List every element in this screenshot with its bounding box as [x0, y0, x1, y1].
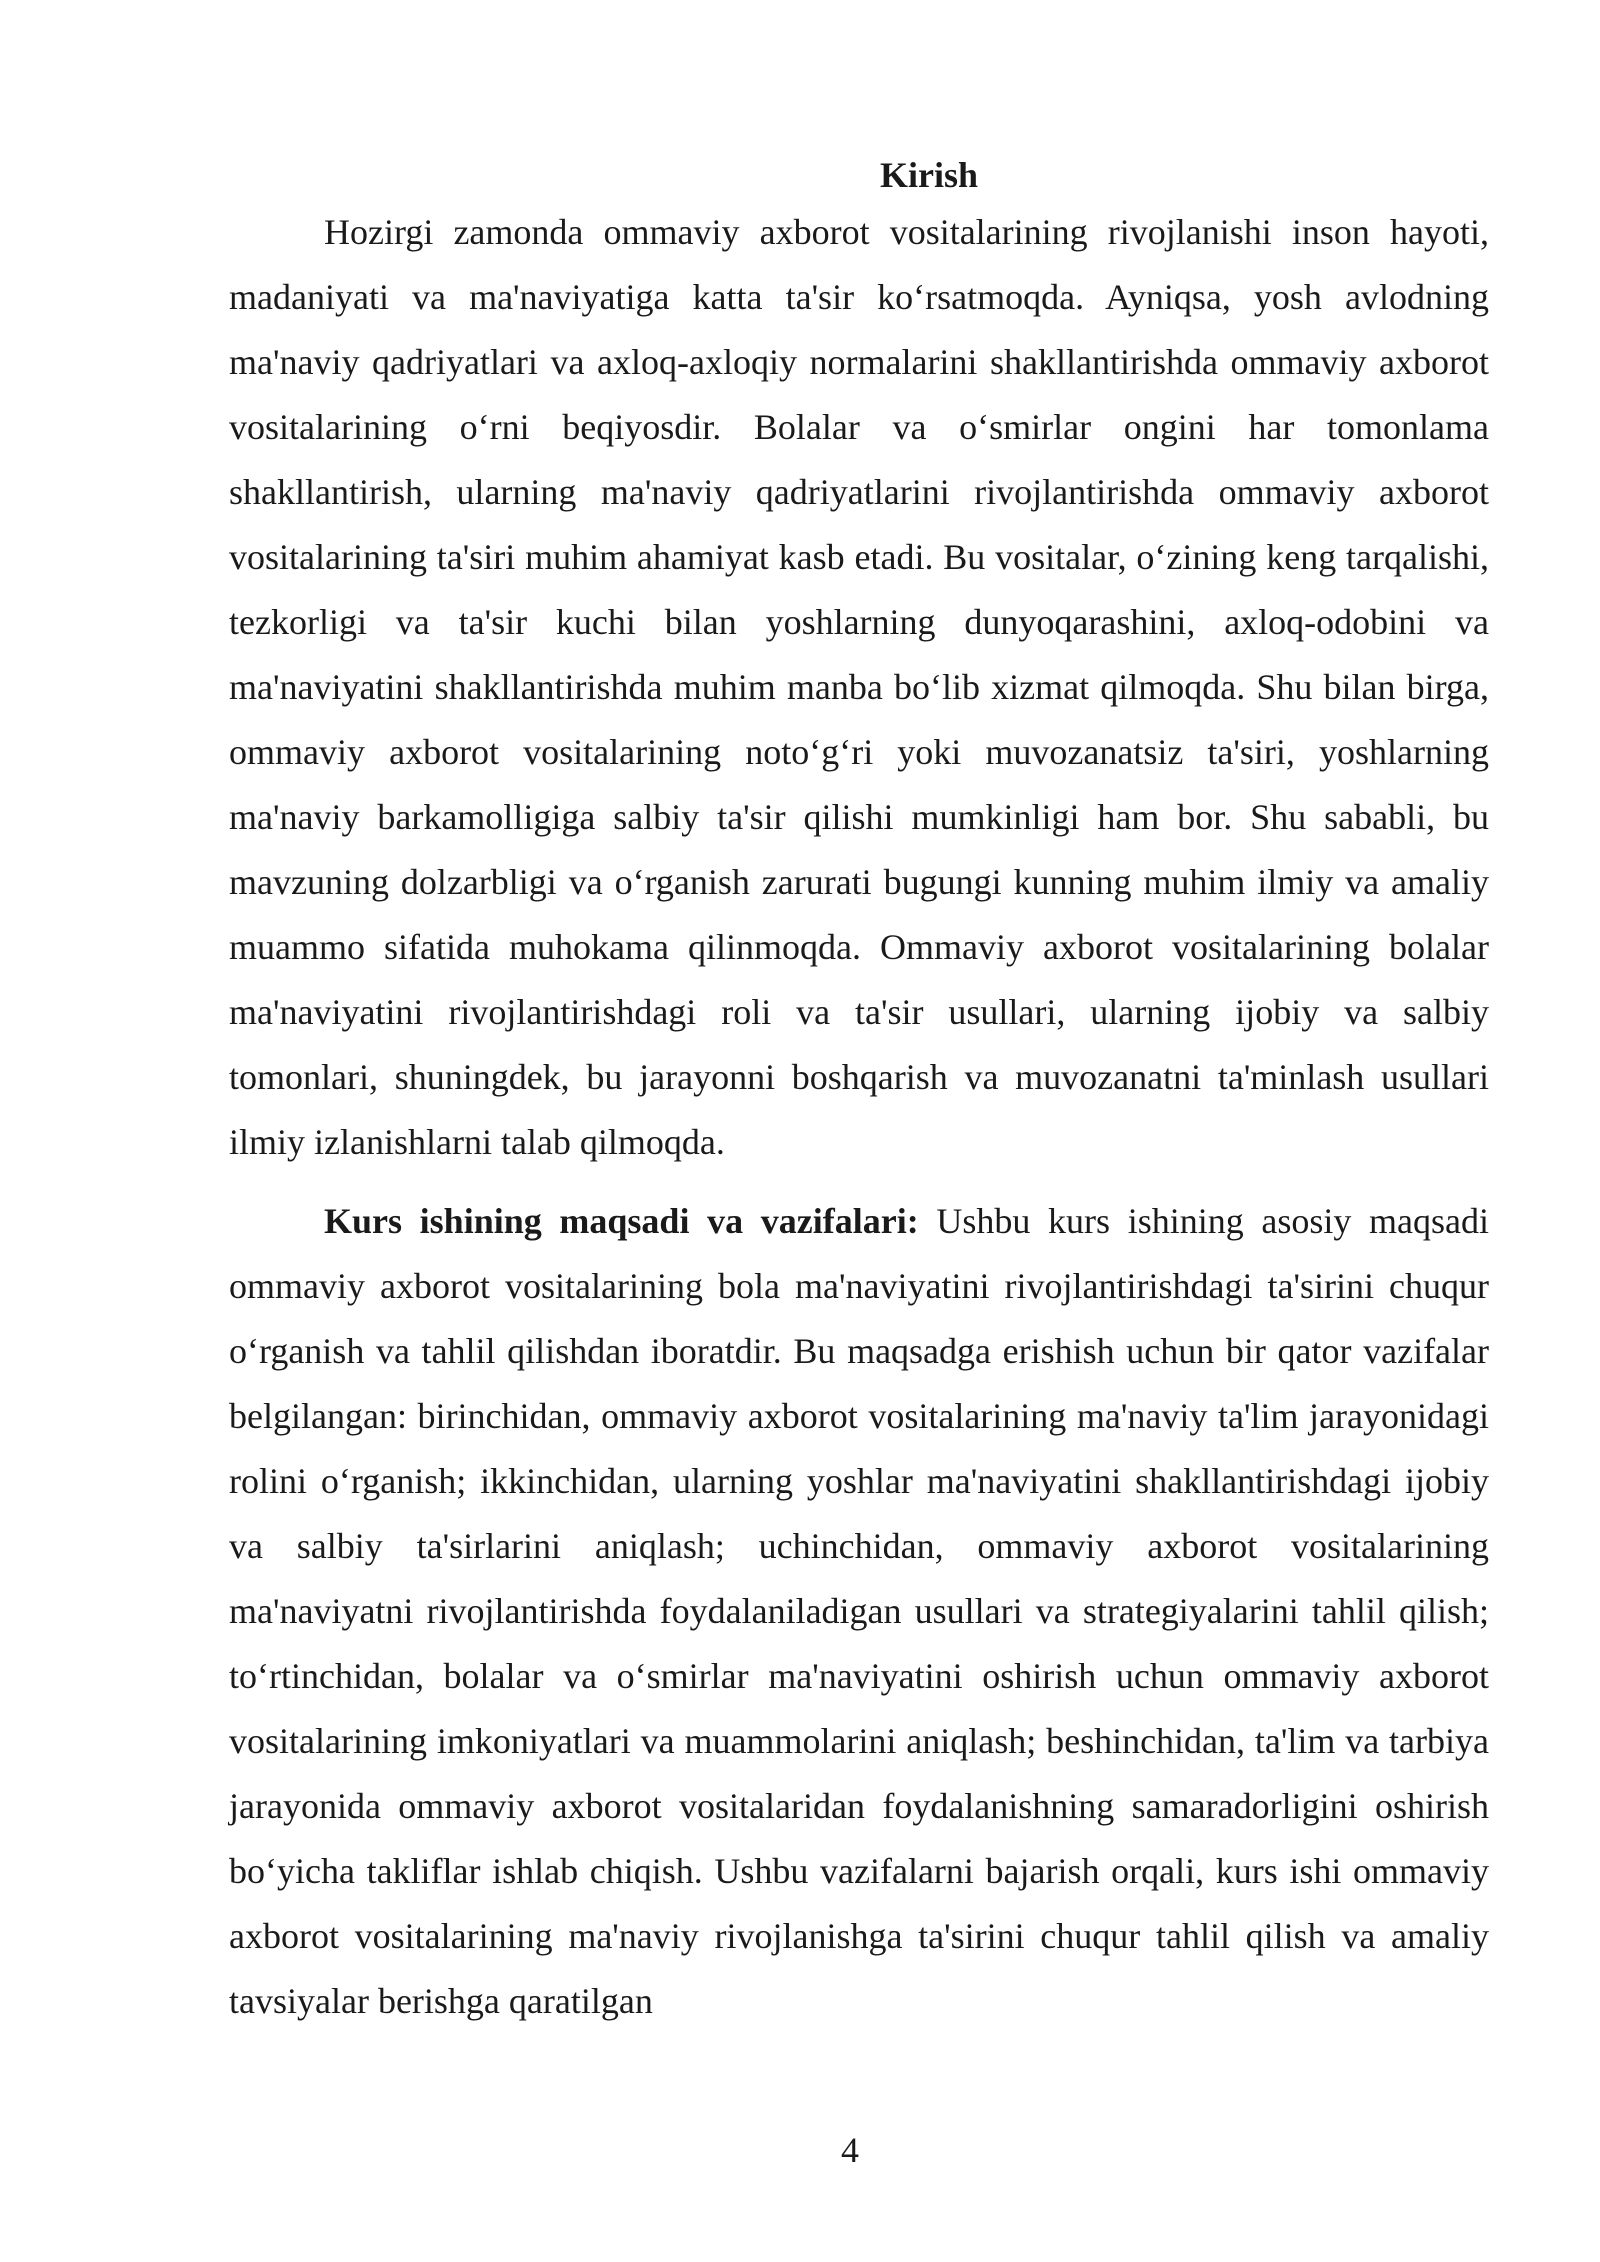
goals-paragraph-body: Ushbu kurs ishining asosiy maqsadi ommaviy axborot vositalarining bola ma'naviyatini rivojlantirishdagi ta'sirini chuqur o‘rganish va tahlil qilishdan iboratdir. Bu maqsadga erishish uchun bir qator vazifalar belgilangan: birinchidan, ommaviy axborot vositalarining ma'naviy ta'lim jarayonidagi rolini o‘rganish; ikkinchidan, ularning yoshlar ma'naviyatini shakllantirishdagi ijobiy va salbiy ta'sirlarini aniqlash; uchinchidan, ommaviy axborot vositalarining ma'naviyatni rivojlantirishda foydalaniladigan usullari va strategiyalarini tahlil qilish; to‘rtinchidan, bolalar va o‘smirlar ma'naviyatini oshirish uchun ommaviy axborot vositalarining imkoniyatlari va muammolarini aniqlash; beshinchidan, ta'lim va tarbiya jarayonida ommaviy axborot vositalaridan foydalanishning samaradorligini oshirish bo‘yicha takliflar ishlab chiqish. Ushbu vazifalarni bajarish orqali, kurs ishi ommaviy axborot vositalarining ma'naviy rivojlanishga ta'sirini chuqur tahlil qilish va amaliy tavsiyalar berishga qaratilgan — [229, 1201, 1490, 2021]
page-number: 4 — [841, 2130, 859, 2170]
goals-paragraph-lead: Kurs ishining maqsadi va vazifalari: — [324, 1201, 919, 1241]
goals-paragraph — [229, 1189, 1489, 2034]
intro-paragraph: Hozirgi zamonda ommaviy axborot vositalarining rivojlanishi inson hayoti, madaniyati va ma'naviyatiga katta ta'sir ko‘rsatmoqda. Ayniqsa, yosh avlodning ma'naviy qadriyatlari va axloq-axloqiy normalarini shakllantirishda ommaviy axborot vositalarining o‘rni beqiyosdir. Bolalar va o‘smirlar ongini har tomonlama shakllantirish, ularning ma'naviy qadriyatlarini rivojlantirishda ommaviy axborot vositalarining ta'siri muhim ahamiyat kasb etadi. Bu vositalar, o‘zining keng tarqalishi, tezkorligi va ta'sir kuchi bilan yoshlarning dunyoqarashini, axloq-odobini va ma'naviyatini shakllantirishda muhim manba bo‘lib xizmat qilmoqda. Shu bilan birga, ommaviy axborot vositalarining noto‘g‘ri yoki muvozanatsiz ta'siri, yoshlarning ma'naviy barkamolligiga salbiy ta'sir qilishi mumkinligi ham bor. Shu sababli, bu mavzuning dolzarbligi va o‘rganish zarurati bugungi kunning muhim ilmiy va amaliy muammo sifatida muhokama qilinmoqda. Ommaviy axborot vositalarining bolalar ma'naviyatini rivojlantirishdagi roli va ta'sir usullari, ularning ijobiy va salbiy tomonlari, shuningdek, bu jarayonni boshqarish va muvozanatni ta'minlash usullari ilmiy izlanishlarni talab qilmoqda. — [229, 212, 1489, 1162]
section-heading: Kirish — [879, 155, 978, 195]
page-content — [229, 150, 1489, 2034]
